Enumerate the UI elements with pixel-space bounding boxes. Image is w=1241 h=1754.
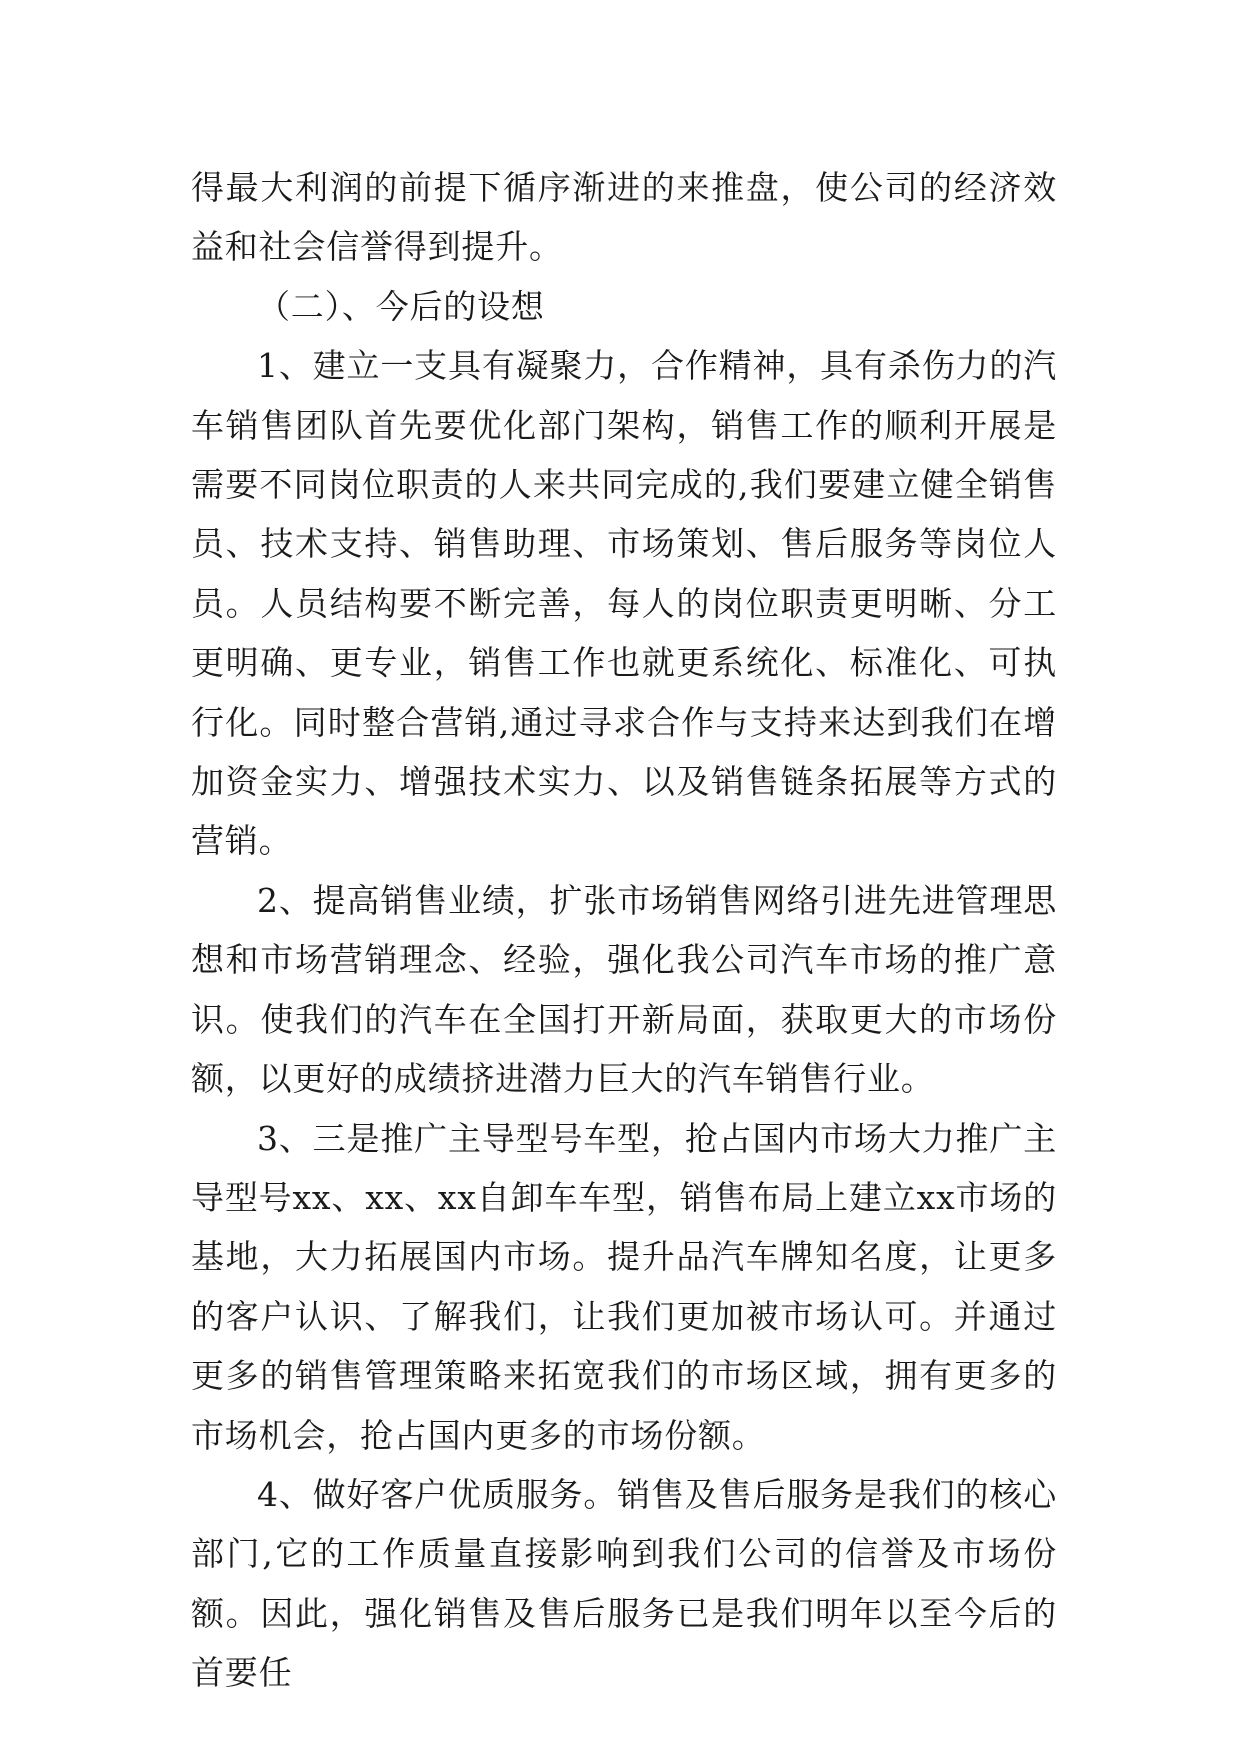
section-subheading: （二）、今后的设想 [257, 286, 545, 326]
paragraph-item-1: 1、建立一支具有凝聚力，合作精神，具有杀伤力的汽车销售团队首先要优化部门架构，销售工作的顺利开展是需要不同岗位职责的人来共同完成的,我们要建立健全销售员、技术支持、销售助理、市场策划、售后服务等岗位人员。人员结构要不断完善，每人的岗位职责更明晰、分工更明确、更专业，销售工作也就更系统化、标准化、可执行化。同时整合营销,通过寻求合作与支持来达到我们在增加资金实力、增强技术实力、以及销售链条拓展等方式的营销。 [191, 346, 1057, 861]
paragraph-item-2: 2、提高销售业绩，扩张市场销售网络引进先进管理思想和市场营销理念、经验，强化我公司汽车市场的推广意识。使我们的汽车在全国打开新局面，获取更大的市场份额，以更好的成绩挤进潜力巨大的汽车销售行业。 [191, 880, 1057, 1099]
paragraph-continuation: 得最大利润的前提下循序渐进的来推盘，使公司的经济效益和社会信誉得到提升。 [191, 168, 1057, 267]
paragraph-item-4: 4、做好客户优质服务。销售及售后服务是我们的核心部门,它的工作质量直接影响到我们公司的信誉及市场份额。因此，强化销售及售后服务已是我们明年以至今后的首要任 [191, 1474, 1057, 1693]
paragraph-item-3: 3、三是推广主导型号车型，抢占国内市场大力推广主导型号xx、xx、xx自卸车车型，销售布局上建立xx市场的基地，大力拓展国内市场。提升品汽车牌知名度，让更多的客户认识、了解我们，让我们更加被市场认可。并通过更多的销售管理策略来拓宽我们的市场区域，拥有更多的市场机会，抢占国内更多的市场份额。 [191, 1118, 1057, 1455]
document-body [191, 158, 1057, 1703]
